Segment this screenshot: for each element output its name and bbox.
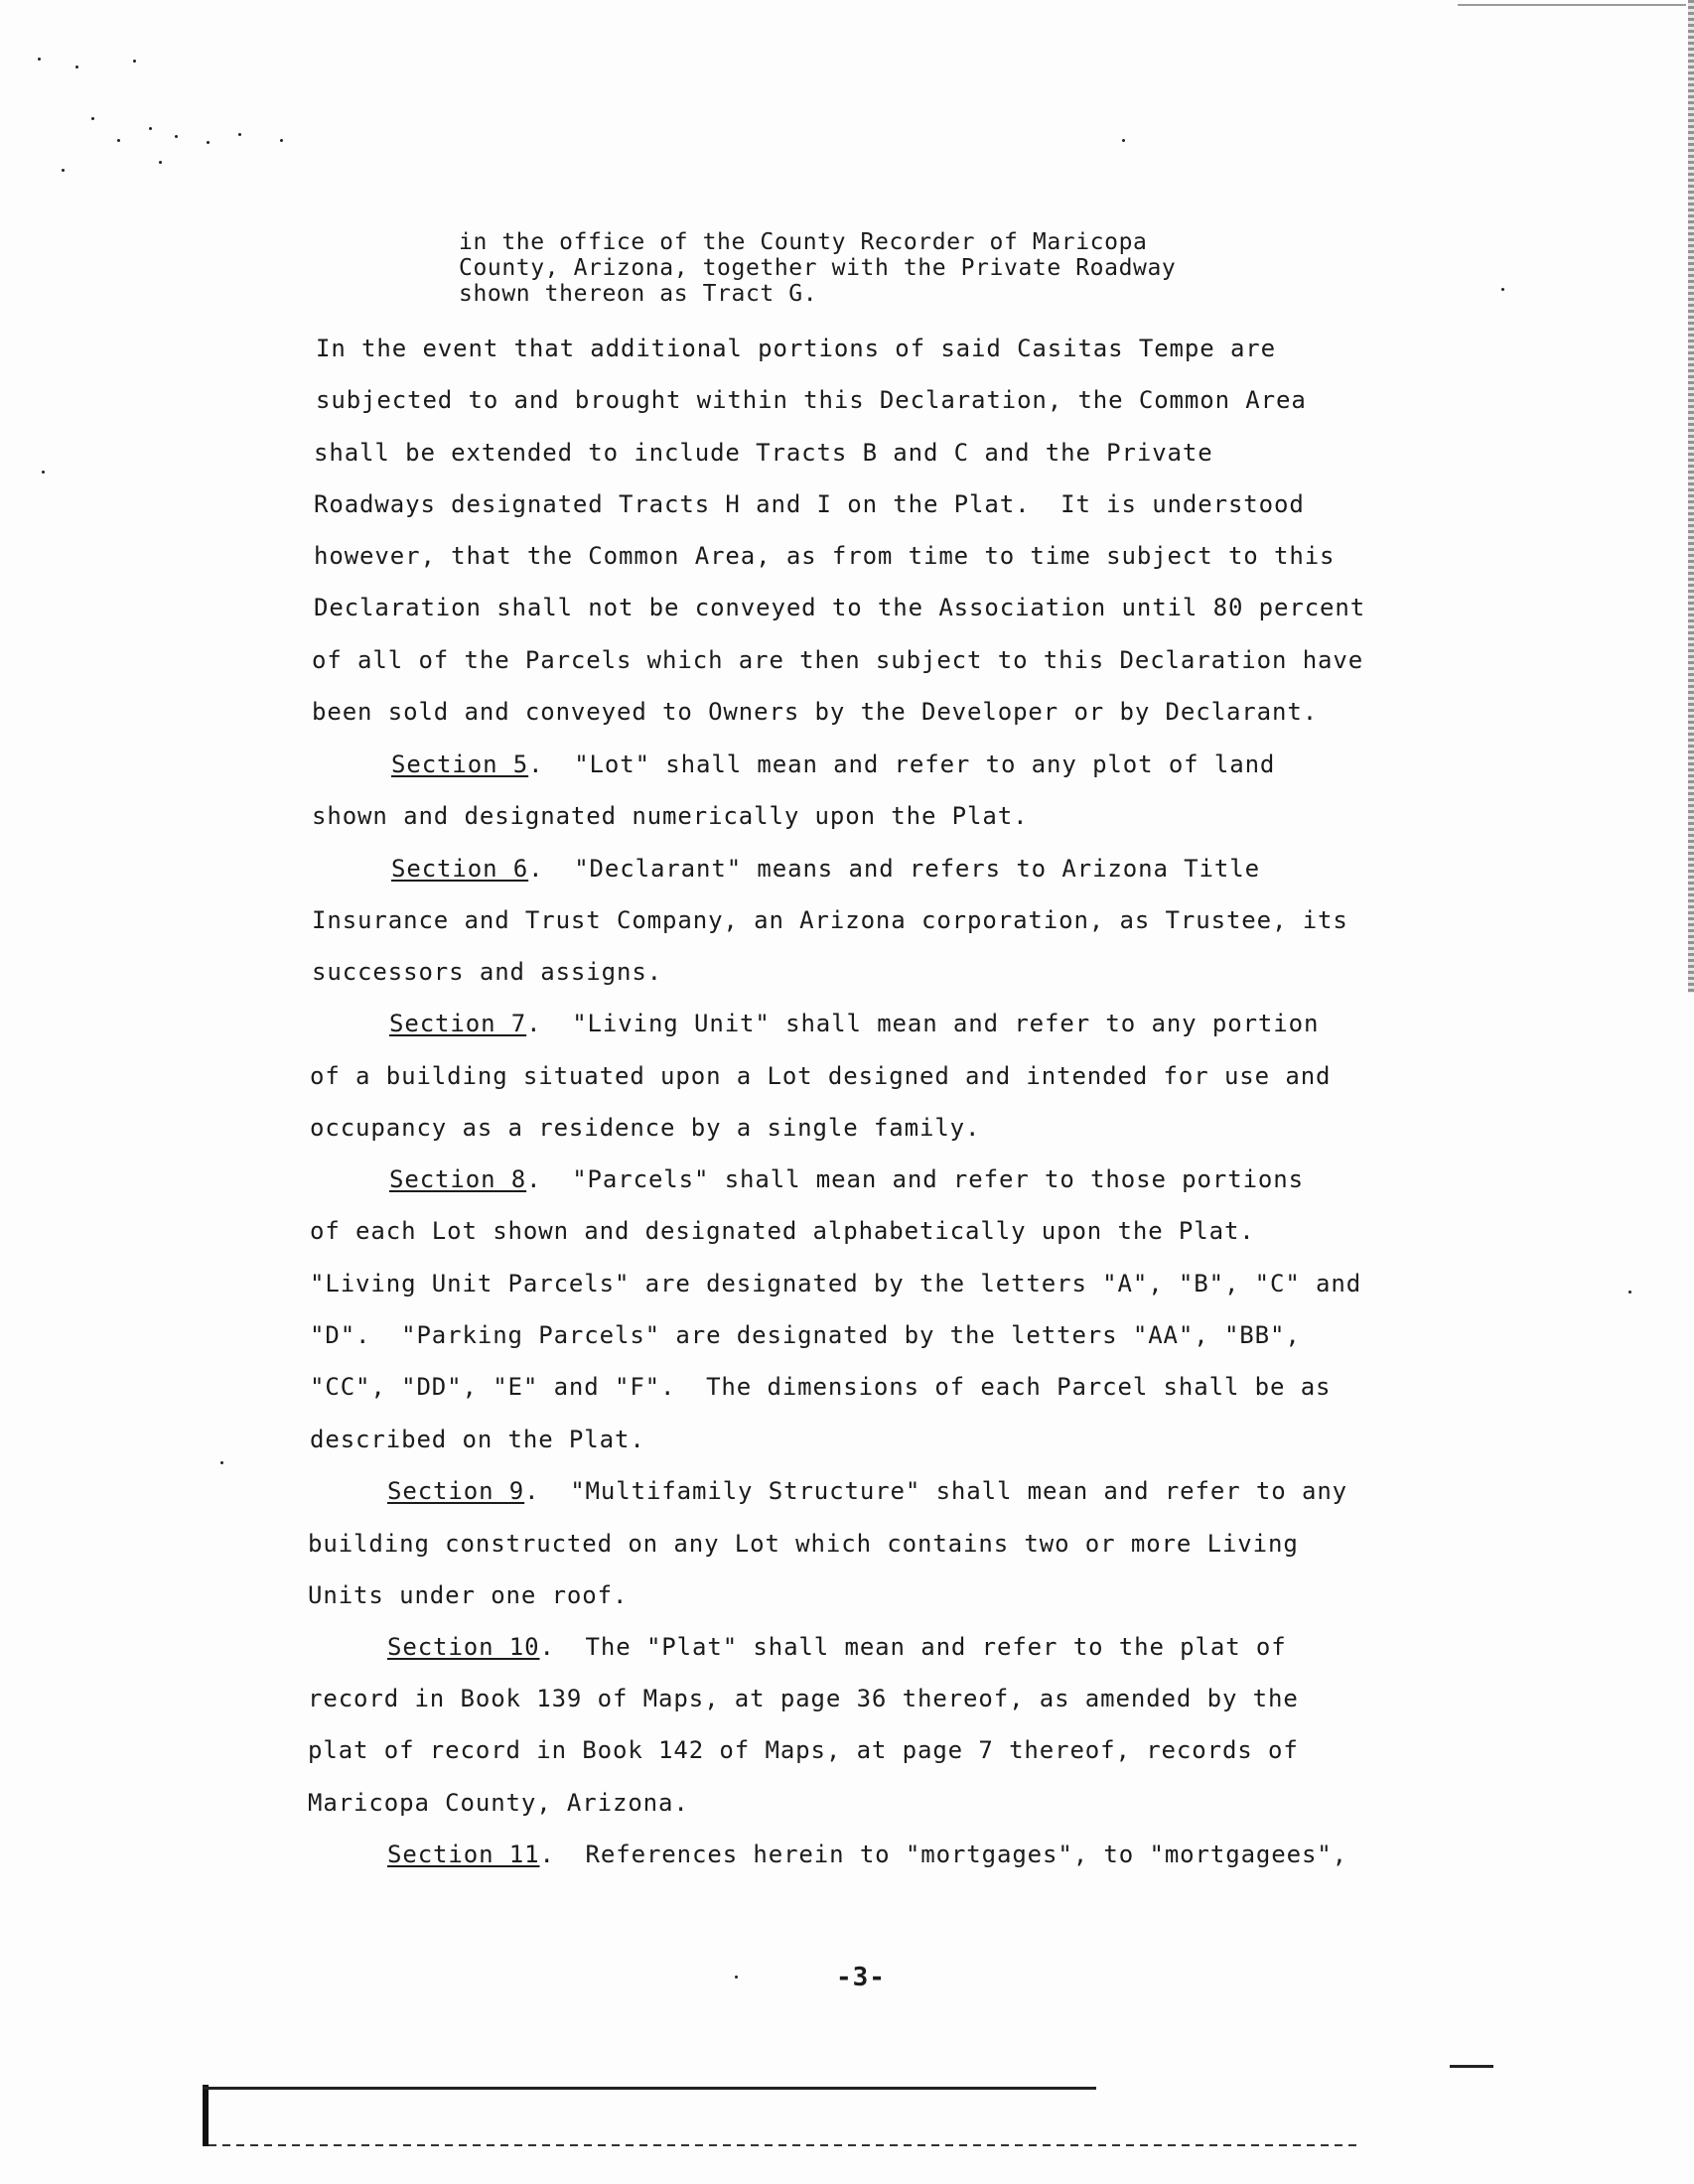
section-8-text: . "Parcels" shall mean and refer to those portions bbox=[526, 1165, 1304, 1193]
paragraph-line: In the event that additional portions of said Casitas Tempe are bbox=[316, 335, 1277, 362]
paragraph-line: plat of record in Book 142 of Maps, at page 7 thereof, records of bbox=[308, 1736, 1299, 1764]
paragraph-line: occupancy as a residence by a single family. bbox=[310, 1114, 981, 1142]
paragraph-line: shown and designated numerically upon the Plat. bbox=[312, 802, 1029, 830]
paragraph-line: of a building situated upon a Lot designed and intended for use and bbox=[310, 1062, 1332, 1090]
section-8-heading: Section 8 bbox=[389, 1165, 527, 1193]
paragraph-line: record in Book 139 of Maps, at page 36 thereof, as amended by the bbox=[308, 1685, 1299, 1712]
section-9-heading: Section 9 bbox=[387, 1477, 525, 1505]
paragraph-line: Maricopa County, Arizona. bbox=[308, 1789, 689, 1817]
paragraph-line: Declaration shall not be conveyed to the Association until 80 percent bbox=[314, 594, 1366, 621]
section-10-heading: Section 10 bbox=[387, 1633, 540, 1661]
paragraph-line: Insurance and Trust Company, an Arizona corporation, as Trustee, its bbox=[312, 906, 1348, 934]
paragraph-line: been sold and conveyed to Owners by the Developer or by Declarant. bbox=[312, 698, 1319, 726]
paragraph-line: "D". "Parking Parcels" are designated by the letters "AA", "BB", bbox=[310, 1321, 1301, 1349]
paragraph-line: building constructed on any Lot which contains two or more Living bbox=[308, 1530, 1299, 1558]
header-line: County, Arizona, together with the Private Roadway bbox=[459, 255, 1177, 281]
section-5-first-line bbox=[391, 751, 1275, 778]
scan-top-rule bbox=[1458, 4, 1686, 6]
page-number: -3- bbox=[836, 1963, 886, 1992]
paragraph-line: "Living Unit Parcels" are designated by the letters "A", "B", "C" and bbox=[310, 1270, 1362, 1297]
section-7-first-line bbox=[389, 1010, 1319, 1037]
section-7-heading: Section 7 bbox=[389, 1010, 527, 1037]
paragraph-line: of all of the Parcels which are then subject to this Declaration have bbox=[312, 646, 1364, 674]
scan-edge-artifact bbox=[1688, 0, 1694, 993]
paragraph-line: Roadways designated Tracts H and I on the Plat. It is understood bbox=[314, 490, 1305, 518]
section-11-text: . References herein to "mortgages", to "mortgagees", bbox=[539, 1841, 1348, 1868]
section-10-text: . The "Plat" shall mean and refer to the plat of bbox=[539, 1633, 1287, 1661]
section-5-heading: Section 5 bbox=[391, 751, 529, 778]
paragraph-line: successors and assigns. bbox=[312, 958, 663, 986]
section-8-first-line bbox=[389, 1165, 1304, 1193]
section-9-text: . "Multifamily Structure" shall mean and refer to any bbox=[524, 1477, 1348, 1505]
paragraph-line: however, that the Common Area, as from time to time subject to this bbox=[314, 542, 1336, 570]
right-margin-mark bbox=[1450, 2065, 1493, 2068]
section-7-text: . "Living Unit" shall mean and refer to any portion bbox=[526, 1010, 1320, 1037]
header-line: shown thereon as Tract G. bbox=[459, 281, 818, 307]
paragraph-line: Units under one roof. bbox=[308, 1581, 629, 1609]
paragraph-line: "CC", "DD", "E" and "F". The dimensions of each Parcel shall be as bbox=[310, 1373, 1332, 1401]
bottom-dashed-rule bbox=[209, 2144, 1360, 2146]
bottom-rule bbox=[203, 2087, 1096, 2090]
paragraph-line: described on the Plat. bbox=[310, 1426, 645, 1453]
section-6-first-line bbox=[391, 855, 1260, 883]
section-9-first-line bbox=[387, 1477, 1347, 1505]
section-6-text: . "Declarant" means and refers to Arizona Title bbox=[528, 855, 1260, 883]
paragraph-line: subjected to and brought within this Declaration, the Common Area bbox=[316, 386, 1307, 414]
bottom-bracket-mark bbox=[203, 2085, 209, 2146]
paragraph-line: shall be extended to include Tracts B and C and the Private bbox=[314, 439, 1213, 467]
section-11-first-line bbox=[387, 1841, 1347, 1868]
section-10-first-line bbox=[387, 1633, 1287, 1661]
paragraph-line: of each Lot shown and designated alphabetically upon the Plat. bbox=[310, 1217, 1255, 1245]
section-6-heading: Section 6 bbox=[391, 855, 529, 883]
section-5-text: . "Lot" shall mean and refer to any plot of land bbox=[528, 751, 1276, 778]
section-11-heading: Section 11 bbox=[387, 1841, 540, 1868]
header-line: in the office of the County Recorder of Maricopa bbox=[459, 229, 1148, 255]
